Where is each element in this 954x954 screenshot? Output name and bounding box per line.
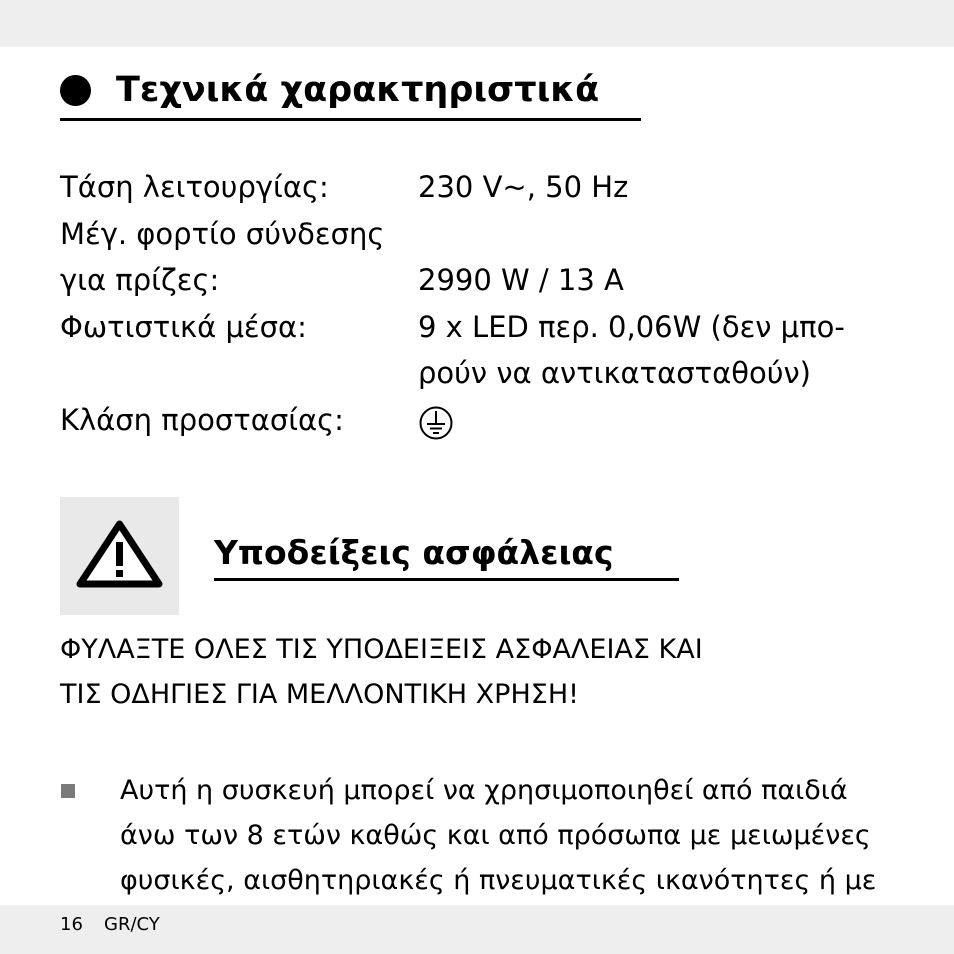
safety-bullet-line2: άνω των 8 ετών καθώς και από πρόσωπα με μειωμένες <box>120 820 871 851</box>
page-number: 16 <box>60 914 83 935</box>
safety-bullet-line1: Αυτή η συσκευή μπορεί να χρησιμοποιηθεί από παιδιά <box>120 775 848 806</box>
locale-code: GR/CY <box>104 914 160 935</box>
spec-protection-label: Κλάση προστασίας: <box>60 403 344 437</box>
section-title-specs: Τεχνικά χαρακτηριστικά <box>116 70 600 110</box>
spec-load-value: 2990 W / 13 A <box>418 263 624 297</box>
spec-lights-value-line1: 9 x LED περ. 0,06W (δεν μπο- <box>418 310 845 344</box>
title-underline <box>60 118 641 121</box>
section-bullet-dot <box>60 75 91 106</box>
list-bullet-square <box>61 784 75 798</box>
spec-voltage-label: Τάση λειτουργίας: <box>60 170 329 204</box>
safety-caps-line1: ΦΥΛΑΞΤΕ ΟΛΕΣ ΤΙΣ ΥΠΟΔΕΙΞΕΙΣ ΑΣΦΑΛΕΙΑΣ ΚΑΙ <box>60 634 703 665</box>
safety-caps-line2: ΤΙΣ ΟΔΗΓΙΕΣ ΓΙΑ ΜΕΛΛΟΝΤΙΚΗ ΧΡΗΣΗ! <box>60 679 579 710</box>
warning-box <box>60 497 179 615</box>
spec-load-label-line1: Μέγ. φορτίο σύνδεσης <box>60 217 385 251</box>
section-title-safety: Υποδείξεις ασφάλειας <box>214 533 614 572</box>
spec-voltage-value: 230 V~, 50 Hz <box>418 170 629 204</box>
safety-title-underline <box>214 578 679 581</box>
spec-lights-label: Φωτιστικά μέσα: <box>60 310 307 344</box>
spec-lights-value-line2: ρούν να αντικατασταθούν) <box>418 356 811 390</box>
safety-bullet-line3: φυσικές, αισθητηριακές ή πνευματικές ικανότητες ή με <box>120 865 877 896</box>
protective-earth-icon <box>418 405 454 445</box>
top-band <box>0 0 954 47</box>
spec-load-label-line2: για πρίζες: <box>60 263 220 297</box>
